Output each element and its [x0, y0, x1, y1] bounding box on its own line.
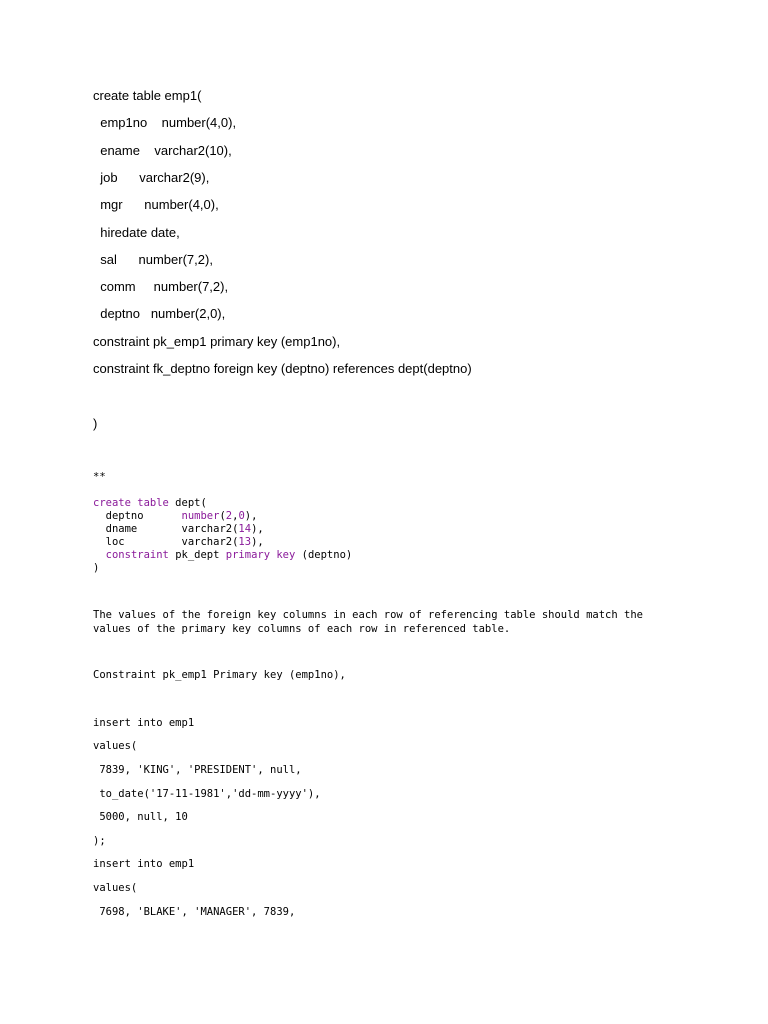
emp1-pk-constraint: constraint pk_emp1 primary key (emp1no), — [93, 334, 341, 349]
dept-close-paren: ) — [93, 562, 100, 574]
pk-name: pk_dept — [168, 549, 226, 561]
insert1-row-b: to_date('17-11-1981','dd-mm-yyyy'), — [93, 788, 321, 800]
dept-table-name: dept( — [168, 497, 207, 509]
insert1-values: values( — [93, 740, 138, 752]
insert1-row-c: 5000, null, 10 — [93, 811, 188, 823]
emp1-col-sal: sal number(7,2), — [93, 252, 213, 267]
constraint-keyword: constraint — [105, 549, 169, 561]
dept-col-deptno — [93, 510, 257, 523]
paren-close: ), — [251, 536, 264, 548]
paren-open: ( — [219, 510, 226, 522]
emp1-col-deptno: deptno number(2,0), — [93, 306, 226, 321]
pk-columns: (deptno) — [295, 549, 353, 561]
separator: ** — [93, 471, 106, 483]
emp1-close-paren: ) — [93, 416, 98, 431]
dept-col-loc — [93, 536, 264, 549]
insert2-row-a: 7698, 'BLAKE', 'MANAGER', 7839, — [93, 906, 296, 918]
insert2-values: values( — [93, 882, 138, 894]
note-line-2: values of the primary key columns of each row in referenced table. — [93, 623, 511, 635]
number-scale: 0 — [238, 510, 245, 522]
insert2-into: insert into emp1 — [93, 858, 195, 870]
varchar-type: varchar2( — [181, 536, 239, 548]
emp1-col-comm: comm number(7,2), — [93, 279, 229, 294]
create-table-keyword: create table — [93, 497, 169, 509]
varchar-type: varchar2( — [181, 523, 239, 535]
constraint-line: Constraint pk_emp1 Primary key (emp1no), — [93, 669, 346, 681]
dept-col-dname — [93, 523, 264, 536]
comma: , — [232, 510, 239, 522]
note-line-1: The values of the foreign key columns in each row of referencing table should match the — [93, 609, 643, 621]
deptno-col-name: deptno — [93, 510, 182, 522]
insert1-into: insert into emp1 — [93, 717, 195, 729]
varchar-length: 13 — [238, 536, 252, 548]
indent — [93, 549, 106, 561]
number-precision: 2 — [225, 510, 233, 522]
paren-close: ), — [251, 523, 264, 535]
emp1-col-emp1no: emp1no number(4,0), — [93, 115, 237, 130]
emp1-col-mgr: mgr number(4,0), — [93, 197, 219, 212]
dept-create-line — [93, 497, 207, 510]
loc-col-name: loc — [93, 536, 182, 548]
emp1-create-line: create table emp1( — [93, 88, 202, 103]
insert1-close: ); — [93, 835, 106, 847]
varchar-length: 14 — [238, 523, 252, 535]
primary-key-keyword: primary key — [225, 549, 296, 561]
insert1-row-a: 7839, 'KING', 'PRESIDENT', null, — [93, 764, 302, 776]
dname-col-name: dname — [93, 523, 182, 535]
dept-pk-constraint — [93, 549, 352, 562]
emp1-col-ename: ename varchar2(10), — [93, 143, 232, 158]
paren-close: ), — [244, 510, 258, 522]
emp1-col-hiredate: hiredate date, — [93, 225, 180, 240]
number-keyword: number — [181, 510, 220, 522]
emp1-fk-constraint: constraint fk_deptno foreign key (deptno) references dept(deptno) — [93, 361, 472, 376]
emp1-col-job: job varchar2(9), — [93, 170, 210, 185]
